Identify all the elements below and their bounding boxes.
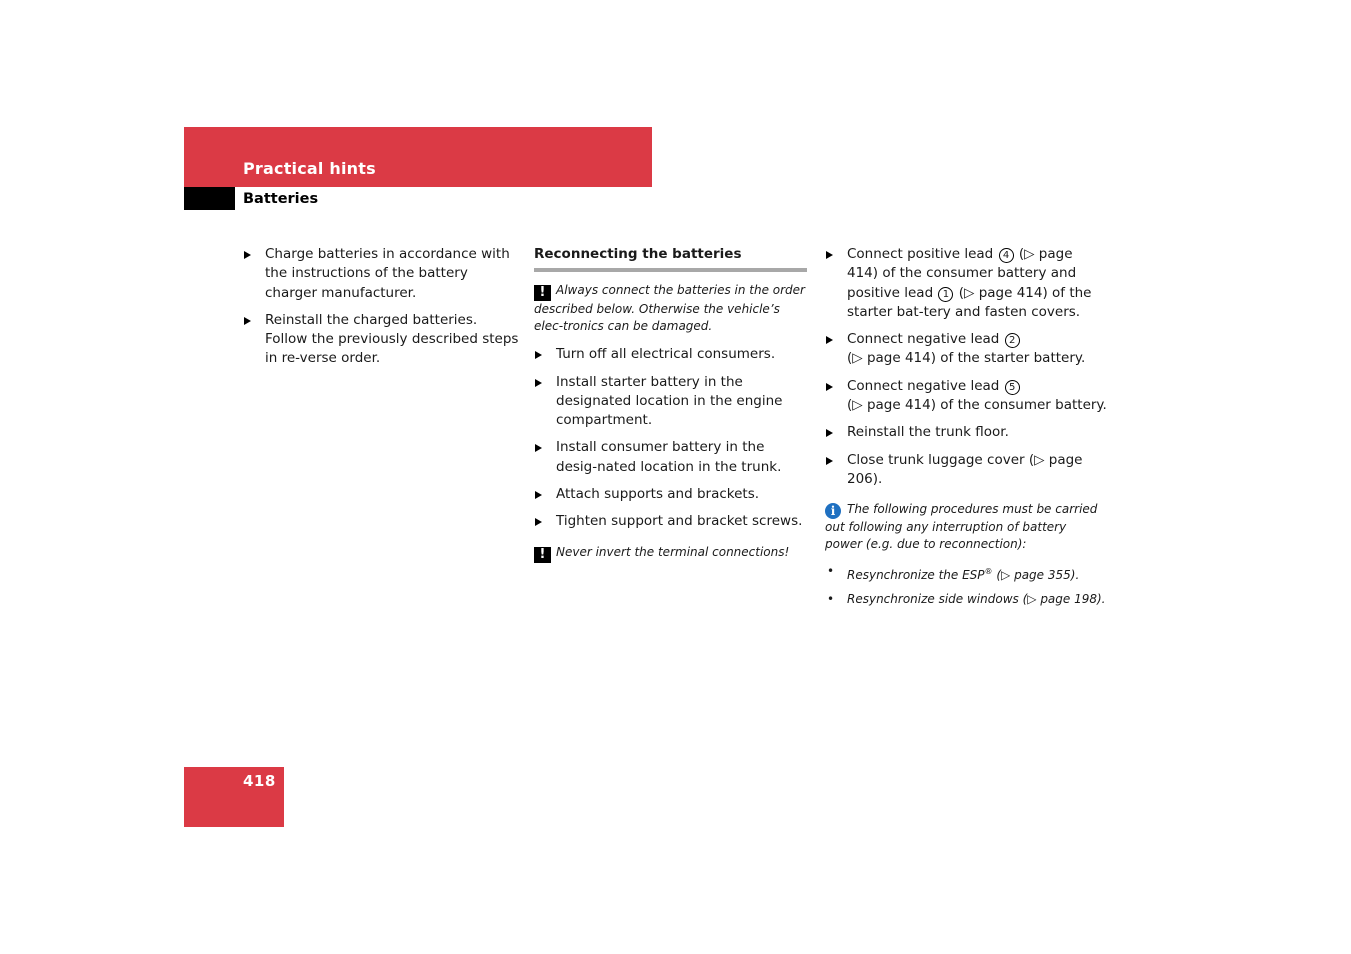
triangle-bullet-icon — [826, 429, 833, 437]
step-item — [825, 245, 1107, 322]
header-bar — [184, 127, 652, 187]
step-item — [825, 330, 1107, 369]
section-title: Practical hints — [243, 159, 376, 178]
page-number: 418 — [243, 772, 276, 790]
step-text: (▷ page 414) of the consumer battery. — [847, 397, 1107, 414]
step-text: Install consumer battery in the desig-nated location in the trunk. — [556, 439, 782, 475]
callout-number: 1 — [938, 287, 953, 302]
triangle-bullet-icon — [244, 251, 251, 259]
exclamation-icon: ! — [534, 285, 551, 301]
step-text: Charge batteries in accordance with the instructions of the battery charger manufacturer. — [265, 246, 510, 301]
step-text: Connect negative lead — [847, 331, 1000, 348]
step-item — [534, 345, 807, 364]
step-text: Reinstall the trunk floor. — [847, 424, 1009, 441]
triangle-bullet-icon — [535, 518, 542, 526]
step-item — [825, 423, 1107, 442]
step-item — [825, 451, 1107, 490]
triangle-bullet-icon — [826, 457, 833, 465]
warning-text: Never invert the terminal connections! — [556, 544, 790, 559]
step-item — [534, 373, 807, 431]
triangle-bullet-icon — [826, 251, 833, 259]
step-text: (▷ page 414) of the starter bat-tery and fasten covers. — [847, 284, 1092, 320]
bullet-dot-icon: • — [827, 592, 835, 607]
triangle-bullet-icon — [535, 444, 542, 452]
step-item — [534, 512, 807, 531]
callout-number: 4 — [999, 248, 1014, 263]
bullet-text: Resynchronize the ESP — [847, 568, 985, 583]
triangle-bullet-icon — [535, 351, 542, 359]
exclamation-icon: ! — [534, 547, 551, 563]
step-item — [534, 485, 807, 504]
registered-mark: ® — [984, 567, 993, 577]
bullet-dot-icon: • — [827, 564, 835, 579]
step-text: Tighten support and bracket screws. — [556, 513, 803, 530]
step-text: Install starter battery in the designated location in the engine compartment. — [556, 373, 783, 429]
warning-note — [534, 544, 807, 563]
subsection-tab — [184, 187, 235, 210]
info-note — [825, 501, 1107, 553]
column-left — [243, 245, 523, 377]
triangle-bullet-icon — [244, 317, 251, 325]
step-item — [243, 311, 523, 369]
step-text: Close trunk luggage cover (▷ page 206). — [847, 451, 1083, 487]
bullet-text: (▷ page 355). — [992, 568, 1080, 583]
info-icon: i — [825, 503, 841, 519]
triangle-bullet-icon — [826, 336, 833, 344]
callout-number: 5 — [1005, 380, 1020, 395]
step-item — [243, 245, 523, 303]
subsection-title: Batteries — [243, 191, 319, 207]
info-text: The following procedures must be carried out following any interruption of battery power (e.g. due to reconnection): — [825, 502, 1098, 552]
step-item — [825, 377, 1107, 416]
triangle-bullet-icon — [826, 383, 833, 391]
warning-text: Always connect the batteries in the order described below. Otherwise the vehicle’s elec-tronics can be damaged. — [534, 283, 805, 334]
list-item — [825, 591, 1107, 608]
column-middle — [534, 245, 807, 573]
step-text: (▷ page 414) of the consumer battery and positive lead — [847, 246, 1077, 301]
column-right — [825, 245, 1107, 615]
step-text: Connect positive lead — [847, 246, 994, 262]
step-text: Connect negative lead — [847, 377, 1000, 394]
triangle-bullet-icon — [535, 491, 542, 499]
triangle-bullet-icon — [535, 379, 542, 387]
step-text: Turn off all electrical consumers. — [556, 346, 776, 363]
step-item — [534, 438, 807, 477]
list-item — [825, 563, 1107, 584]
step-text: Reinstall the charged batteries. Follow the previously described steps in re-verse order. — [265, 311, 519, 367]
bullet-text: Resynchronize side windows (▷ page 198). — [847, 592, 1106, 607]
step-text: Attach supports and brackets. — [556, 486, 760, 503]
step-text: (▷ page 414) of the starter battery. — [847, 350, 1086, 367]
callout-number: 2 — [1005, 333, 1020, 348]
warning-note — [534, 282, 807, 335]
section-heading: Reconnecting the batteries — [534, 245, 807, 272]
